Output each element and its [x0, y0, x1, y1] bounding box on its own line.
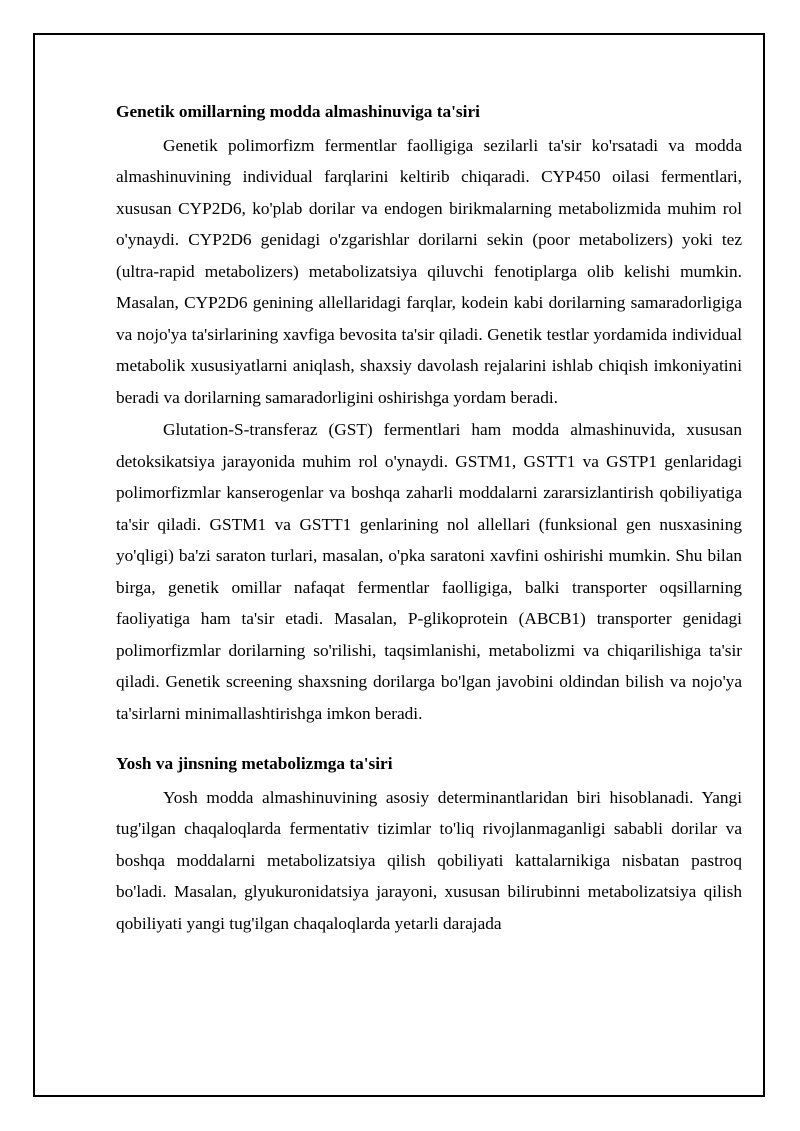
paragraph-genetic-polymorphism: Genetik polimorfizm fermentlar faolligiga sezilarli ta'sir ko'rsatadi va modda almashinuvining individual farqlarini keltirib chiqaradi. CYP450 oilasi fermentlari, xususan CYP2D6, ko'plab dorilar va endogen birikmalarning metabolizmida muhim rol o'ynaydi. CYP2D6 genidagi o'zgarishlar dorilarni sekin (poor metabolizers) yoki tez (ultra-rapid metabolizers) metabolizatsiya qiluvchi fenotiplarga olib kelishi mumkin. Masalan, CYP2D6 genining allellaridagi farqlar, kodein kabi dorilarning samaradorligiga va nojo'ya ta'sirlarining xavfiga bevosita ta'sir qiladi. Genetik testlar yordamida individual metabolik xususiyatlarni aniqlash, shaxsiy davolash rejalarini ishlab chiqish imkoniyatini beradi va dorilarning samaradorligini oshirishga yordam beradi. [116, 135, 742, 407]
paragraph-glutathione-transferase: Glutation-S-transferaz (GST) fermentlari ham modda almashinuvida, xususan detoksikatsiya jarayonida muhim rol o'ynaydi. GSTM1, GSTT1 va GSTP1 genlaridagi polimorfizmlar kanserogenlar va boshqa zaharli moddalarni zararsizlantirish qobiliyatiga ta'sir qiladi. GSTM1 va GSTT1 genlarining nol allellari (funksional gen nusxasining yo'qligi) ba'zi saraton turlari, masalan, o'pka saratoni xavfini oshirishi mumkin. Shu bilan birga, genetik omillar nafaqat fermentlar faolligiga, balki transporter oqsillarning faoliyatiga ham ta'sir etadi. Masalan, P-glikoprotein (ABCB1) transporter genidagi polimorfizmlar dorilarning so'rilishi, taqsimlanishi, metabolizmi va chiqarilishiga ta'sir qiladi. Genetik screening shaxsning dorilarga bo'lgan javobini oldindan bilish va nojo'ya ta'sirlarni minimallashtirishga imkon beradi. [116, 420, 742, 723]
section-heading-genetic-factors: Genetik omillarning modda almashinuviga ta'siri [116, 102, 480, 121]
document-body [116, 96, 742, 1086]
section-heading-age-sex: Yosh va jinsning metabolizmga ta'siri [116, 754, 393, 773]
paragraph-age-metabolism: Yosh modda almashinuvining asosiy determinantlaridan biri hisoblanadi. Yangi tug'ilgan chaqaloqlarda fermentativ tizimlar to'liq rivojlanmaganligi sababli dorilar va boshqa moddalarni metabolizatsiya qilish qobiliyati kattalarnikiga nisbatan pastroq bo'ladi. Masalan, glyukuronidatsiya jarayoni, xususan bilirubinni metabolizatsiya qilish qobiliyati yangi tug'ilgan chaqaloqlarda yetarli darajada [116, 787, 742, 933]
